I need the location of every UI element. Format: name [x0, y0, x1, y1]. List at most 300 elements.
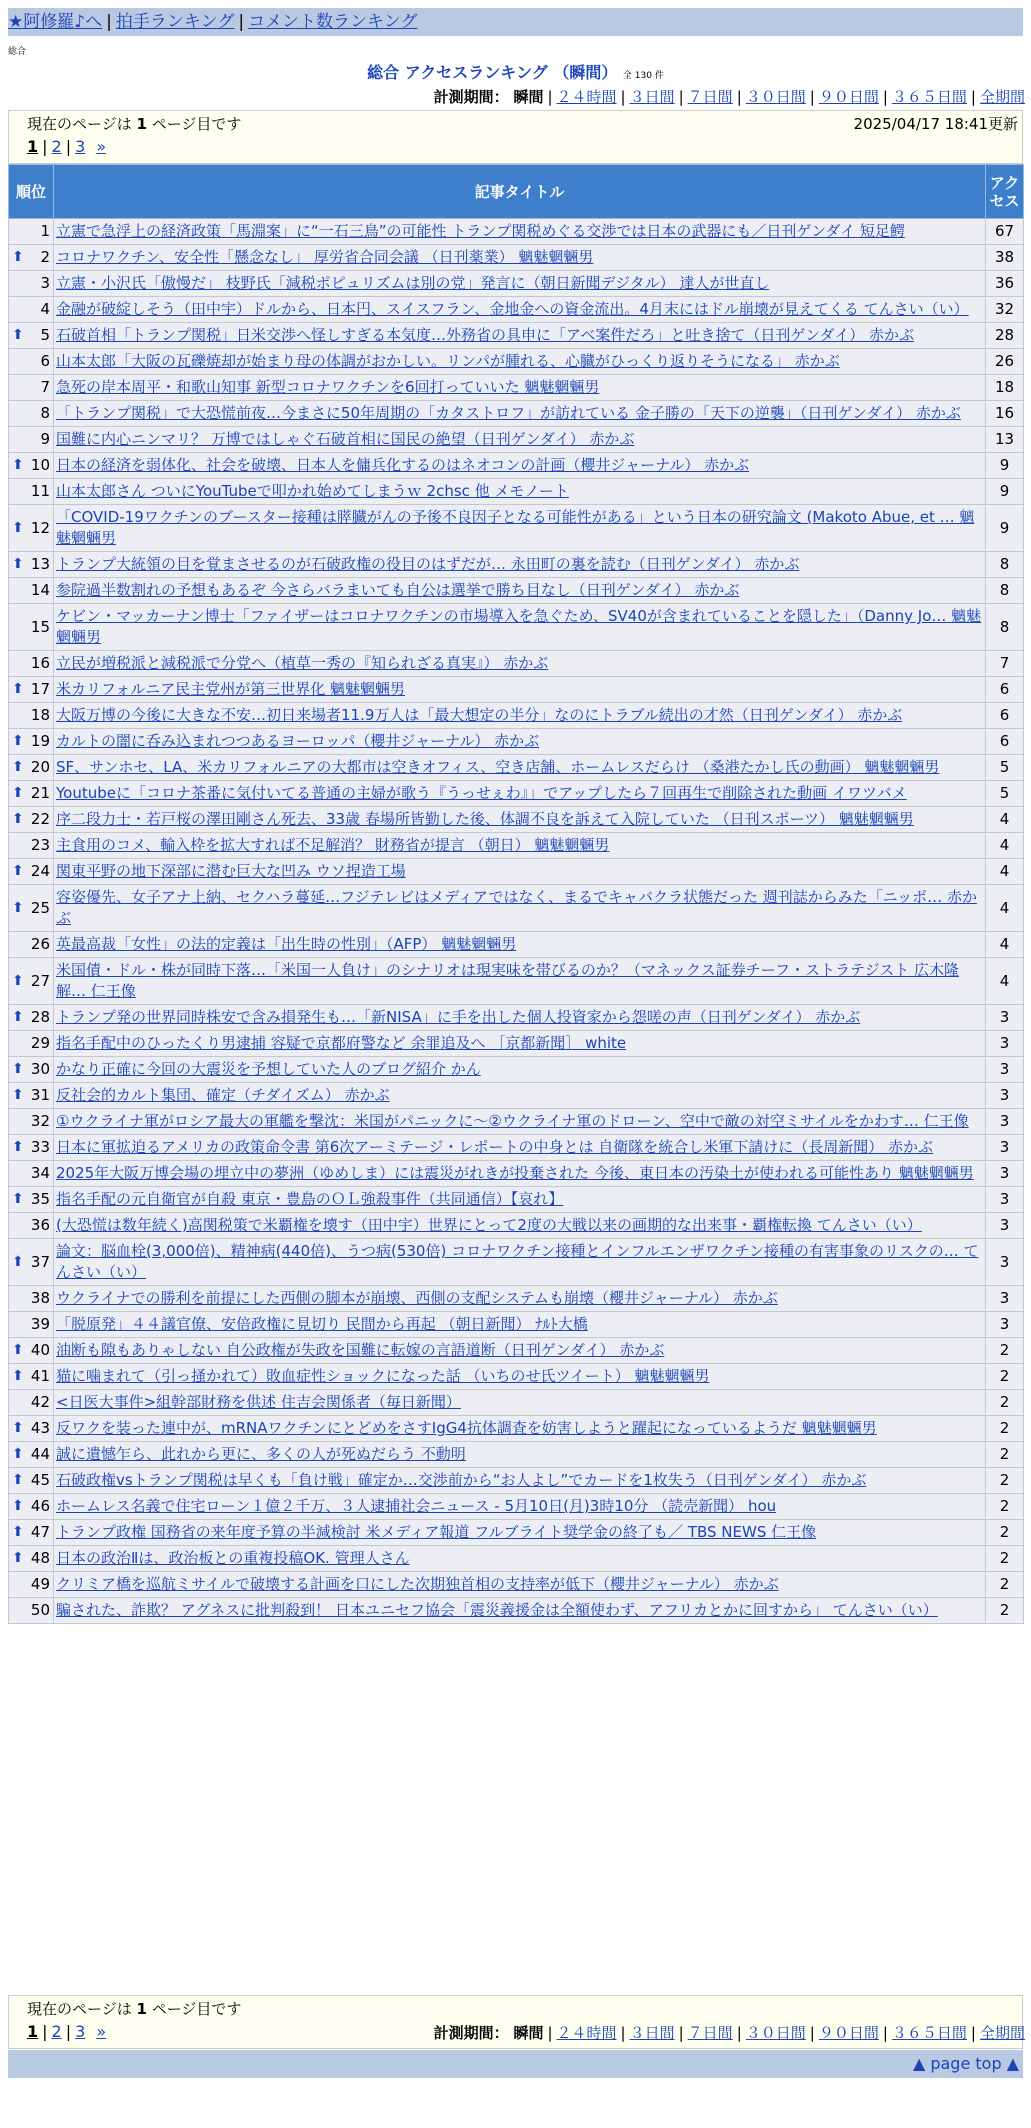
- rank-cell: [9, 1135, 54, 1161]
- rank-number: 10: [30, 456, 50, 474]
- title-cell: [54, 1338, 986, 1364]
- article-title-link[interactable]: カルトの闇に呑み込まれつつあるヨーロッパ（櫻井ジャーナル） 赤かぶ: [56, 732, 540, 750]
- title-cell: [54, 677, 986, 703]
- access-count: 8: [986, 552, 1024, 578]
- nav-link-asyura[interactable]: ★阿修羅♪へ: [8, 12, 103, 32]
- rank-up-arrow-icon: ⬆: [12, 785, 24, 801]
- rank-cell: [9, 859, 54, 885]
- article-title-link[interactable]: 騙された、詐欺？ アグネスに批判殺到！ 日本ユニセフ協会「震災義援金は全額使わず、アフリカとかに回すから」 てんさい（い）: [56, 1601, 938, 1619]
- title-cell: [54, 1572, 986, 1598]
- title-cell: [54, 1520, 986, 1546]
- table-row: [9, 1416, 1024, 1442]
- title-cell: [54, 1213, 986, 1239]
- rank-cell: [9, 1239, 54, 1286]
- rank-cell: [9, 1598, 54, 1624]
- rank-number: 29: [30, 1034, 50, 1052]
- access-count: 7: [986, 651, 1024, 677]
- access-count: 2: [986, 1598, 1024, 1624]
- table-row: [9, 781, 1024, 807]
- rank-up-arrow-icon: ⬆: [12, 1550, 24, 1566]
- title-cell: [54, 604, 986, 651]
- page-top-link[interactable]: ▲ page top ▲: [912, 2054, 1019, 2073]
- article-title-link[interactable]: 金融が破綻しそう（田中宇）ドルから、日本円、スイスフラン、金地金への資金流出。4月末にはドル崩壊が見えてくる てんさい（い）: [56, 300, 969, 318]
- rank-number: 16: [30, 654, 50, 672]
- access-count: 9: [986, 453, 1024, 479]
- access-count: 38: [986, 245, 1024, 271]
- rank-number: 8: [40, 404, 50, 422]
- access-count: 2: [986, 1546, 1024, 1572]
- rank-up-arrow-icon: ⬆: [12, 733, 24, 749]
- article-title-link[interactable]: 山本太郎さん ついにYouTubeで叩かれ始めてしまうｗ 2chsc 他 メモノート: [56, 482, 569, 500]
- title-cell: [54, 1135, 986, 1161]
- article-title-link[interactable]: <日医大事件>組幹部財務を供述 住吉会関係者（毎日新聞）: [56, 1393, 461, 1411]
- article-title-link[interactable]: 日本に軍拡迫るアメリカの政策命令書 第6次アーミテージ・レポートの中身とは 自衛隊を統合し米軍下請けに（長周新聞） 赤かぶ: [56, 1138, 934, 1156]
- rank-number: 36: [30, 1216, 50, 1234]
- rank-up-arrow-icon: ⬆: [12, 1342, 24, 1358]
- rank-number: 18: [30, 706, 50, 724]
- table-row: [9, 1390, 1024, 1416]
- article-title-link[interactable]: 序二段力士・若戸桜の澤田剛さん死去、33歳 春場所皆勤した後、体調不良を訴えて入院していた （日刊スポーツ） 魑魅魍魎男: [56, 810, 914, 828]
- rank-cell: [9, 1390, 54, 1416]
- table-row: [9, 323, 1024, 349]
- rank-number: 49: [30, 1575, 50, 1593]
- table-row: [9, 427, 1024, 453]
- rank-number: 38: [30, 1289, 50, 1307]
- article-title-link[interactable]: 誠に遺憾乍ら、此れから更に、多くの人が死ぬだらう 不動明: [56, 1445, 466, 1463]
- title-cell: [54, 755, 986, 781]
- period-link-7d[interactable]: ７日間: [687, 88, 733, 106]
- article-title-link[interactable]: 日本の経済を弱体化、社会を破壊、日本人を傭兵化するのはネオコンの計画（櫻井ジャーナル） 赤かぶ: [56, 456, 750, 474]
- access-count: 3: [986, 1057, 1024, 1083]
- article-title-link[interactable]: 国難に内心ニンマリ？ 万博ではしゃぐ石破首相に国民の絶望（日刊ゲンダイ） 赤かぶ: [56, 430, 635, 448]
- article-title-link[interactable]: 「COVID-19ワクチンのブースター接種は膵臓がんの予後不良因子となる可能性がある」という日本の研究論文 (Makoto Abue, et … 魑魅魍魎男: [56, 508, 975, 547]
- access-count: 2: [986, 1442, 1024, 1468]
- table-row: [9, 833, 1024, 859]
- title-cell: [54, 1286, 986, 1312]
- rank-up-arrow-icon: ⬆: [12, 1191, 24, 1207]
- rank-cell: [9, 755, 54, 781]
- title-cell: [54, 1546, 986, 1572]
- access-count: 36: [986, 271, 1024, 297]
- rank-up-arrow-icon: ⬆: [12, 1498, 24, 1514]
- article-title-link[interactable]: 石破政権vsトランプ関税は早くも「負け戦」確定か…交渉前から“お人よし”でカードを1枚失う（日刊ゲンダイ） 赤かぶ: [56, 1471, 867, 1489]
- title-cell: [54, 245, 986, 271]
- rank-number: 40: [30, 1341, 50, 1359]
- rank-number: 25: [30, 898, 50, 917]
- rank-cell: [9, 1494, 54, 1520]
- article-title-link[interactable]: 参院過半数割れの予想もあるぞ 今さらバラまいても自公は選挙で勝ち目なし（日刊ゲンダイ） 赤かぶ: [56, 581, 740, 599]
- page-indicator: 現在のページは 1 ページ目です: [27, 115, 242, 133]
- rank-cell: [9, 1005, 54, 1031]
- table-row: [9, 729, 1024, 755]
- rank-number: 50: [30, 1601, 50, 1619]
- rank-cell: [9, 651, 54, 677]
- access-count: 3: [986, 1312, 1024, 1338]
- table-row: [9, 1187, 1024, 1213]
- rank-cell: [9, 1338, 54, 1364]
- access-count: 2: [986, 1416, 1024, 1442]
- access-count: 13: [986, 427, 1024, 453]
- pager-next[interactable]: »: [96, 2022, 107, 2041]
- rank-cell: [9, 885, 54, 932]
- table-row: [9, 1286, 1024, 1312]
- period-current: 瞬間: [513, 88, 544, 106]
- title-cell: [54, 1083, 986, 1109]
- table-row: [9, 578, 1024, 604]
- rank-cell: [9, 677, 54, 703]
- rank-cell: [9, 1057, 54, 1083]
- title-cell: [54, 859, 986, 885]
- article-title-link[interactable]: 米国債・ドル・株が同時下落…「米国一人負け」のシナリオは現実味を帯びるのか？（マネックス証券チーフ・ストラテジスト 広木隆解… 仁王像: [56, 961, 959, 1000]
- period-link-365d[interactable]: ３６５日間: [891, 2024, 967, 2042]
- article-title-link[interactable]: トランプ発の世界同時株安で含み損発生も…「新NISA」に手を出した個人投資家から怨嗟の声（日刊ゲンダイ） 赤かぶ: [56, 1008, 861, 1026]
- access-count: 4: [986, 807, 1024, 833]
- period-link-30d[interactable]: ３０日間: [745, 2024, 806, 2042]
- rank-cell: [9, 604, 54, 651]
- access-count: 2: [986, 1390, 1024, 1416]
- article-title-link[interactable]: 指名手配の元自衛官が自殺 東京・豊島のＯＬ強殺事件（共同通信）【哀れ】: [56, 1190, 564, 1208]
- access-count: 9: [986, 479, 1024, 505]
- rank-up-arrow-icon: ⬆: [12, 1446, 24, 1462]
- rank-cell: [9, 505, 54, 552]
- article-title-link[interactable]: (大恐慌は数年続く)高関税策で米覇権を壊す（田中宇）世界にとって2度の大戦以来の画期的な出来事・覇権転換 てんさい（い）: [56, 1216, 922, 1234]
- rank-number: 7: [40, 378, 50, 396]
- rank-number: 44: [30, 1445, 50, 1463]
- table-row: [9, 401, 1024, 427]
- title-cell: [54, 1031, 986, 1057]
- table-row: [9, 1005, 1024, 1031]
- article-title-link[interactable]: 「トランプ関税」で大恐慌前夜…今まさに50年周期の「カタストロフ」が訪れている 金子勝の「天下の逆襲」（日刊ゲンダイ） 赤かぶ: [56, 404, 961, 422]
- table-row: [9, 1031, 1024, 1057]
- article-title-link[interactable]: クリミア橋を巡航ミサイルで破壊する計画を口にした次期独首相の支持率が低下（櫻井ジャーナル） 赤かぶ: [56, 1575, 779, 1593]
- rank-number: 2: [40, 248, 50, 266]
- article-title-link[interactable]: 関東平野の地下深部に潜む巨大な凹み ウソ捏造工場: [56, 862, 406, 880]
- article-title-link[interactable]: 立憲で急浮上の経済政策「馬淵案」に“一石三鳥”の可能性 トランプ関税めぐる交渉では日本の武器にも／日刊ゲンダイ 短足鰐: [56, 222, 905, 240]
- title-cell: [54, 297, 986, 323]
- table-row: [9, 245, 1024, 271]
- rank-number: 12: [30, 518, 50, 537]
- pager-bottom: 1 | 2 | 3 »: [27, 2022, 107, 2041]
- article-title-link[interactable]: 日本の政治Ⅱは、政治板との重複投稿OK. 管理人さん: [56, 1549, 410, 1567]
- table-row: [9, 1546, 1024, 1572]
- access-count: 16: [986, 401, 1024, 427]
- article-title-link[interactable]: 油断も隙もありゃしない 自公政権が失政を国難に転嫁の言語道断（日刊ゲンダイ） 赤かぶ: [56, 1341, 665, 1359]
- rank-up-arrow-icon: ⬆: [12, 1472, 24, 1488]
- rank-cell: [9, 833, 54, 859]
- period-link-all[interactable]: 全期間: [979, 88, 1025, 106]
- title-cell: [54, 375, 986, 401]
- access-count: 3: [986, 1005, 1024, 1031]
- page-title-text: 総合 アクセスランキング （瞬間）: [367, 63, 618, 82]
- table-row: [9, 1213, 1024, 1239]
- access-count: 3: [986, 1109, 1024, 1135]
- article-title-link[interactable]: ホームレス名義で住宅ローン１億２千万、３人逮捕社会ニュース - 5月10日(月)3時10分 （読売新聞） hou: [56, 1497, 777, 1515]
- rank-number: 14: [30, 581, 50, 599]
- article-title-link[interactable]: 指名手配中のひったくり男逮捕 容疑で京都府警など 余罪追及へ ［京都新聞］ white: [56, 1034, 627, 1052]
- access-count: 4: [986, 885, 1024, 932]
- title-cell: [54, 1005, 986, 1031]
- rank-number: 27: [30, 971, 50, 990]
- article-title-link[interactable]: トランプ大統領の目を覚まさせるのが石破政権の役目のはずだが… 永田町の裏を読む（日刊ゲンダイ） 赤かぶ: [56, 555, 800, 573]
- page-indicator-bottom: 現在のページは 1 ページ目です: [27, 2000, 242, 2018]
- article-title-link[interactable]: 英最高裁「女性」の法的定義は「出生時の性別」（AFP） 魑魅魍魎男: [56, 935, 517, 953]
- rank-number: 5: [40, 326, 50, 344]
- rank-number: 21: [30, 784, 50, 802]
- ranking-table: [8, 164, 1024, 1624]
- rank-cell: [9, 245, 54, 271]
- access-count: 4: [986, 833, 1024, 859]
- title-cell: [54, 885, 986, 932]
- article-title-link[interactable]: トランプ政権 国務省の来年度予算の半減検討 米メディア報道 フルブライト奨学金の終了も／ TBS NEWS 仁王像: [56, 1523, 817, 1541]
- table-row: [9, 1109, 1024, 1135]
- period-link-all[interactable]: 全期間: [979, 2024, 1025, 2042]
- category-label: 総合: [8, 47, 27, 57]
- rank-up-arrow-icon: ⬆: [12, 972, 24, 989]
- rank-up-arrow-icon: ⬆: [12, 899, 24, 916]
- table-row: [9, 552, 1024, 578]
- title-cell: [54, 453, 986, 479]
- period-link-365d[interactable]: ３６５日間: [891, 88, 967, 106]
- title-cell: [54, 833, 986, 859]
- rank-cell: [9, 375, 54, 401]
- table-row: [9, 958, 1024, 1005]
- rank-up-arrow-icon: ⬆: [12, 327, 24, 343]
- rank-cell: [9, 271, 54, 297]
- article-title-link[interactable]: 主食用のコメ、輸入枠を拡大すれば不足解消？ 財務省が提言 （朝日） 魑魅魍魎男: [56, 836, 610, 854]
- article-title-link[interactable]: 2025年大阪万博会場の埋立中の夢洲（ゆめしま）には震災がれきが投棄された 今後、東日本の汚染土が使われる可能性あり 魑魅魍魎男: [56, 1164, 974, 1182]
- rank-up-arrow-icon: ⬆: [12, 863, 24, 879]
- table-row: [9, 1468, 1024, 1494]
- article-title-link[interactable]: 大阪万博の今後に大きな不安…初日来場者11.9万人は「最大想定の半分」なのにトラブル続出の才然（日刊ゲンダイ） 赤かぶ: [56, 706, 903, 724]
- article-title-link[interactable]: 容姿優先、女子アナ上納、セクハラ蔓延…フジテレビはメディアではなく、まるでキャバクラ状態だった 週刊誌からみた「ニッポ… 赤かぶ: [56, 888, 977, 927]
- table-row: [9, 297, 1024, 323]
- title-cell: [54, 552, 986, 578]
- title-cell: [54, 1239, 986, 1286]
- rank-number: 39: [30, 1315, 50, 1333]
- access-count: 3: [986, 1083, 1024, 1109]
- title-cell: [54, 807, 986, 833]
- rank-cell: [9, 427, 54, 453]
- article-title-link[interactable]: かなり正確に今回の大震災を予想していた人のブログ紹介 かん: [56, 1060, 481, 1078]
- header-rank: 順位: [9, 165, 54, 219]
- rank-number: 45: [30, 1471, 50, 1489]
- rank-number: 11: [30, 482, 50, 500]
- total-count: 全 130 件: [622, 71, 664, 81]
- access-count: 2: [986, 1364, 1024, 1390]
- rank-number: 13: [30, 555, 50, 573]
- table-row: [9, 1364, 1024, 1390]
- access-count: 3: [986, 1135, 1024, 1161]
- access-count: 3: [986, 1213, 1024, 1239]
- rank-up-arrow-icon: ⬆: [12, 457, 24, 473]
- period-link-30d[interactable]: ３０日間: [745, 88, 806, 106]
- period-link-24h[interactable]: ２４時間: [556, 88, 617, 106]
- period-link-7d[interactable]: ７日間: [687, 2024, 733, 2042]
- period-selector-top: 計測期間： 瞬間 | ２４時間 | ３日間 | ７日間 | ３０日間 | ９０日間 | ３６５日間 | 全期間: [433, 88, 1025, 106]
- rank-cell: [9, 1364, 54, 1390]
- title-cell: [54, 1416, 986, 1442]
- period-selector-bottom: 計測期間： 瞬間 | ２４時間 | ３日間 | ７日間 | ３０日間 | ９０日間 | ３６５日間 | 全期間: [433, 2024, 1025, 2042]
- title-cell: [54, 729, 986, 755]
- rank-number: 3: [40, 274, 50, 292]
- rank-number: 42: [30, 1393, 50, 1411]
- rank-cell: [9, 1520, 54, 1546]
- rank-up-arrow-icon: ⬆: [12, 1524, 24, 1540]
- period-link-90d[interactable]: ９０日間: [818, 88, 879, 106]
- access-count: 26: [986, 349, 1024, 375]
- rank-up-arrow-icon: ⬆: [12, 1061, 24, 1077]
- footer-bar: [8, 2050, 1023, 2078]
- rank-up-arrow-icon: ⬆: [12, 681, 24, 697]
- period-label: 計測期間：: [433, 88, 509, 106]
- table-row: [9, 1494, 1024, 1520]
- title-cell: [54, 349, 986, 375]
- access-count: 18: [986, 375, 1024, 401]
- rank-cell: [9, 401, 54, 427]
- title-cell: [54, 401, 986, 427]
- period-link-24h[interactable]: ２４時間: [556, 2024, 617, 2042]
- rank-number: 26: [30, 935, 50, 953]
- article-title-link[interactable]: コロナワクチン、安全性「懸念なし」 厚労省合同会議 （日刊薬業） 魑魅魍魎男: [56, 248, 594, 266]
- article-title-link[interactable]: ケビン・マッカーナン博士「ファイザーはコロナワクチンの市場導入を急ぐため、SV40が含まれていることを隠した」（Danny Jo… 魑魅魍魎男: [56, 607, 982, 646]
- pager-current-page: 1: [27, 137, 39, 156]
- access-count: 3: [986, 1239, 1024, 1286]
- article-title-link[interactable]: 反社会的カルト集団、確定（チダイズム） 赤かぶ: [56, 1086, 390, 1104]
- nav-link-clap-ranking[interactable]: 拍手ランキング: [115, 12, 235, 32]
- rank-cell: [9, 781, 54, 807]
- access-count: 6: [986, 703, 1024, 729]
- rank-cell: [9, 807, 54, 833]
- rank-up-arrow-icon: ⬆: [12, 1139, 24, 1155]
- pager-page-2[interactable]: 2: [51, 2022, 62, 2041]
- access-count: 4: [986, 859, 1024, 885]
- rank-number: 28: [30, 1008, 50, 1026]
- table-row: [9, 375, 1024, 401]
- article-title-link[interactable]: 立民が増税派と減税派で分党へ（植草一秀の『知られざる真実』） 赤かぶ: [56, 654, 549, 672]
- article-title-link[interactable]: Youtubeに「コロナ茶番に気付いてる普通の主婦が歌う『うっせぇわ』」でアップしたら７回再生で削除された動画 イワツバメ: [56, 784, 907, 802]
- title-cell: [54, 505, 986, 552]
- access-count: 2: [986, 1520, 1024, 1546]
- nav-link-comment-ranking[interactable]: コメント数ランキング: [248, 12, 418, 32]
- updated-timestamp: 2025/04/17 18:41更新: [853, 115, 1018, 133]
- page-title: [0, 60, 1031, 83]
- article-title-link[interactable]: 米カリフォルニア民主党州が第三世界化 魑魅魍魎男: [56, 680, 406, 698]
- rank-number: 41: [30, 1367, 50, 1385]
- article-title-link[interactable]: 「脱原発」４４議官僚、安倍政権に見切り 民間から再起 （朝日新聞） ﾅﾙﾄ大橋: [56, 1315, 588, 1333]
- period-link-3d[interactable]: ３日間: [629, 88, 675, 106]
- title-cell: [54, 1442, 986, 1468]
- table-row: [9, 755, 1024, 781]
- title-cell: [54, 578, 986, 604]
- table-row: [9, 604, 1024, 651]
- period-link-3d[interactable]: ３日間: [629, 2024, 675, 2042]
- rank-number: 20: [30, 758, 50, 776]
- title-cell: [54, 479, 986, 505]
- top-nav-bar: [8, 8, 1023, 36]
- article-title-link[interactable]: SF、サンホセ、LA、米カリフォルニアの大都市は空きオフィス、空き店舗、ホームレスだらけ （桑港たかし氏の動画） 魑魅魍魎男: [56, 758, 940, 776]
- table-row: [9, 807, 1024, 833]
- table-row: [9, 505, 1024, 552]
- article-title-link[interactable]: 猫に噛まれて（引っ掻かれて）敗血症性ショックになった話 （いちのせ氏ツイート） 魑魅魍魎男: [56, 1367, 710, 1385]
- rank-cell: [9, 1572, 54, 1598]
- rank-number: 6: [40, 352, 50, 370]
- rank-number: 22: [30, 810, 50, 828]
- article-title-link[interactable]: 反ワクを装った連中が、mRNAワクチンにとどめをさすIgG4抗体調査を妨害しようと躍起になっているようだ 魑魅魍魎男: [56, 1419, 877, 1437]
- article-title-link[interactable]: ①ウクライナ軍がロシア最大の軍艦を撃沈：米国がパニックに〜②ウクライナ軍のドローン、空中で敵の対空ミサイルをかわす… 仁王像: [56, 1112, 969, 1130]
- table-row: [9, 479, 1024, 505]
- rank-cell: [9, 1442, 54, 1468]
- table-row: [9, 1083, 1024, 1109]
- table-row: [9, 1135, 1024, 1161]
- period-link-90d[interactable]: ９０日間: [818, 2024, 879, 2042]
- rank-number: 24: [30, 862, 50, 880]
- period-label: 計測期間：: [433, 2024, 509, 2042]
- article-title-link[interactable]: ウクライナでの勝利を前提にした西側の脚本が崩壊、西側の支配システムも崩壊（櫻井ジャーナル） 赤かぶ: [56, 1289, 778, 1307]
- title-cell: [54, 958, 986, 1005]
- rank-number: 32: [30, 1112, 50, 1130]
- rank-cell: [9, 932, 54, 958]
- table-row: [9, 219, 1024, 245]
- nav-separator: |: [238, 12, 245, 32]
- rank-cell: [9, 1468, 54, 1494]
- access-count: 4: [986, 958, 1024, 1005]
- rank-cell: [9, 1546, 54, 1572]
- title-cell: [54, 781, 986, 807]
- rank-cell: [9, 349, 54, 375]
- access-count: 3: [986, 1161, 1024, 1187]
- rank-up-arrow-icon: ⬆: [12, 1009, 24, 1025]
- table-row: [9, 677, 1024, 703]
- access-count: 67: [986, 219, 1024, 245]
- access-count: 4: [986, 932, 1024, 958]
- pager-page-2[interactable]: 2: [51, 137, 62, 156]
- title-cell: [54, 932, 986, 958]
- table-row: [9, 1312, 1024, 1338]
- rank-cell: [9, 1416, 54, 1442]
- rank-cell: [9, 453, 54, 479]
- nav-separator: |: [106, 12, 112, 32]
- rank-cell: [9, 1031, 54, 1057]
- access-count: 2: [986, 1494, 1024, 1520]
- table-row: [9, 1338, 1024, 1364]
- article-title-link[interactable]: 山本太郎「大阪の瓦礫焼却が始まり母の体調がおかしい。リンパが腫れる、心臓がひっくり返りそうになる」 赤かぶ: [56, 352, 840, 370]
- article-title-link[interactable]: 石破首相「トランプ関税」日米交渉へ怪しすぎる本気度…外務省の具申に「アベ案件だろ」と吐き捨て（日刊ゲンダイ） 赤かぶ: [56, 326, 914, 344]
- table-row: [9, 703, 1024, 729]
- article-title-link[interactable]: 立憲・小沢氏「傲慢だ」 枝野氏「減税ポピュリズムは別の党」発言に（朝日新聞デジタル） 達人が世直し: [56, 274, 770, 292]
- rank-cell: [9, 1213, 54, 1239]
- pager-next[interactable]: »: [96, 137, 107, 156]
- rank-up-arrow-icon: ⬆: [12, 811, 24, 827]
- article-title-link[interactable]: 論文：脳血栓(3,000倍)、精神病(440倍)、うつ病(530倍) コロナワクチン接種とインフルエンザワクチン接種の有害事象のリスクの… てんさい（い）: [56, 1242, 979, 1281]
- rank-number: 9: [40, 430, 50, 448]
- rank-cell: [9, 552, 54, 578]
- rank-up-arrow-icon: ⬆: [12, 249, 24, 265]
- access-count: 3: [986, 1286, 1024, 1312]
- rank-cell: [9, 1109, 54, 1135]
- pager-page-3[interactable]: 3: [75, 137, 86, 156]
- rank-number: 30: [30, 1060, 50, 1078]
- table-row: [9, 885, 1024, 932]
- table-row: [9, 1572, 1024, 1598]
- title-cell: [54, 1390, 986, 1416]
- rank-cell: [9, 1187, 54, 1213]
- period-current: 瞬間: [513, 2024, 544, 2042]
- rank-cell: [9, 323, 54, 349]
- rank-number: 1: [40, 222, 50, 240]
- article-title-link[interactable]: 急死の岸本周平・和歌山知事 新型コロナワクチンを6回打っていいた 魑魅魍魎男: [56, 378, 600, 396]
- rank-number: 15: [30, 617, 50, 636]
- pager-page-3[interactable]: 3: [75, 2022, 86, 2041]
